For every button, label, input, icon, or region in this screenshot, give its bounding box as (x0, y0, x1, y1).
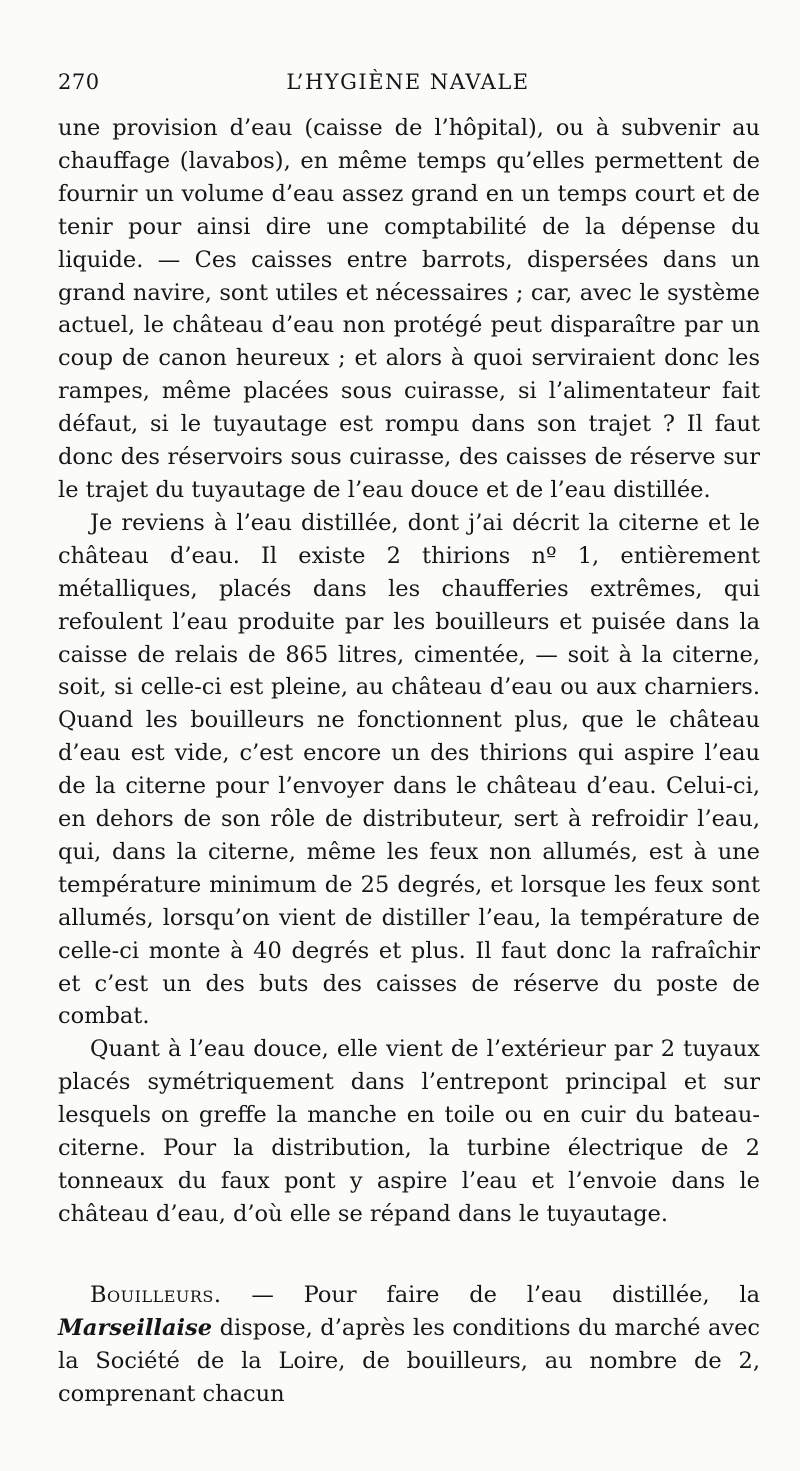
section-lead: Bouilleurs. (90, 1281, 222, 1308)
paragraph-continuation: une provision d’eau (caisse de l’hôpital), ou à subvenir au chauffage (lavabos), en même temps qu’elles permettent de fournir un volume d’eau assez grand en un temps court et de tenir pour ainsi dire une comptabilité de la dépense du liquide. — Ces caisses entre barrots, dispersées dans un grand navire, sont utiles et nécessaires ; car, avec le système actuel, le château d’eau non protégé peut disparaître par un coup de canon heureux ; et alors à quoi serviraient donc les rampes, même placées sous cuirasse, si l’alimentateur fait défaut, si le tuyautage est rompu dans son trajet ? Il faut donc des réservoirs sous cuirasse, des caisses de réserve sur le trajet du tuyautage de l’eau douce et de l’eau distillée. (58, 115, 760, 503)
ship-name: Marseillaise (58, 1314, 213, 1341)
page-number: 270 (58, 70, 100, 94)
section-dash: — (221, 1281, 304, 1308)
paragraph-boilers (58, 1279, 760, 1411)
section-spacer (58, 1231, 760, 1279)
paragraph-distilled-water: Je reviens à l’eau distillée, dont j’ai décrit la citerne et le château d’eau. Il existe 2 thirions nº 1, entièrement métalliques, placés dans les chaufferies extrêmes, qui refoulent l’eau produite par les bouilleurs et puisée dans la caisse de relais de 865 litres, cimentée, — soit à la citerne, soit, si celle-ci est pleine, au château d’eau ou aux charniers. Quand les bouilleurs ne fonctionnent plus, que le château d’eau est vide, c’est encore un des thirions qui aspire l’eau de la citerne pour l’envoyer dans le château d’eau. Celui-ci, en dehors de son rôle de distributeur, sert à refroidir l’eau, qui, dans la citerne, même les feux non allumés, est à une température minimum de 25 degrés, et lorsque les feux sont allumés, lorsqu’on vient de distiller l’eau, la température de celle-ci monte à 40 degrés et plus. Il faut donc la rafraîchir et c’est un des buts des caisses de réserve du poste de combat. (58, 509, 760, 1030)
page-header (58, 70, 758, 104)
section-text-start: Pour faire de l’eau distillée, la (303, 1281, 761, 1308)
section-text-end: dispose, d’après les conditions du marché avec la Société de la Loire, de bouilleurs, au nombre de 2, comprenant chacun (58, 1314, 760, 1407)
page-body (58, 112, 760, 1410)
paragraph-fresh-water: Quant à l’eau douce, elle vient de l’extérieur par 2 tuyaux placés symétriquement dans l’entrepont principal et sur lesquels on greffe la manche en toile ou en cuir du bateau-citerne. Pour la distribution, la turbine électrique de 2 tonneaux du faux pont y aspire l’eau et l’envoie dans le château d’eau, d’où elle se répand dans le tuyautage. (58, 1036, 760, 1227)
running-title: L’HYGIÈNE NAVALE (286, 70, 530, 94)
